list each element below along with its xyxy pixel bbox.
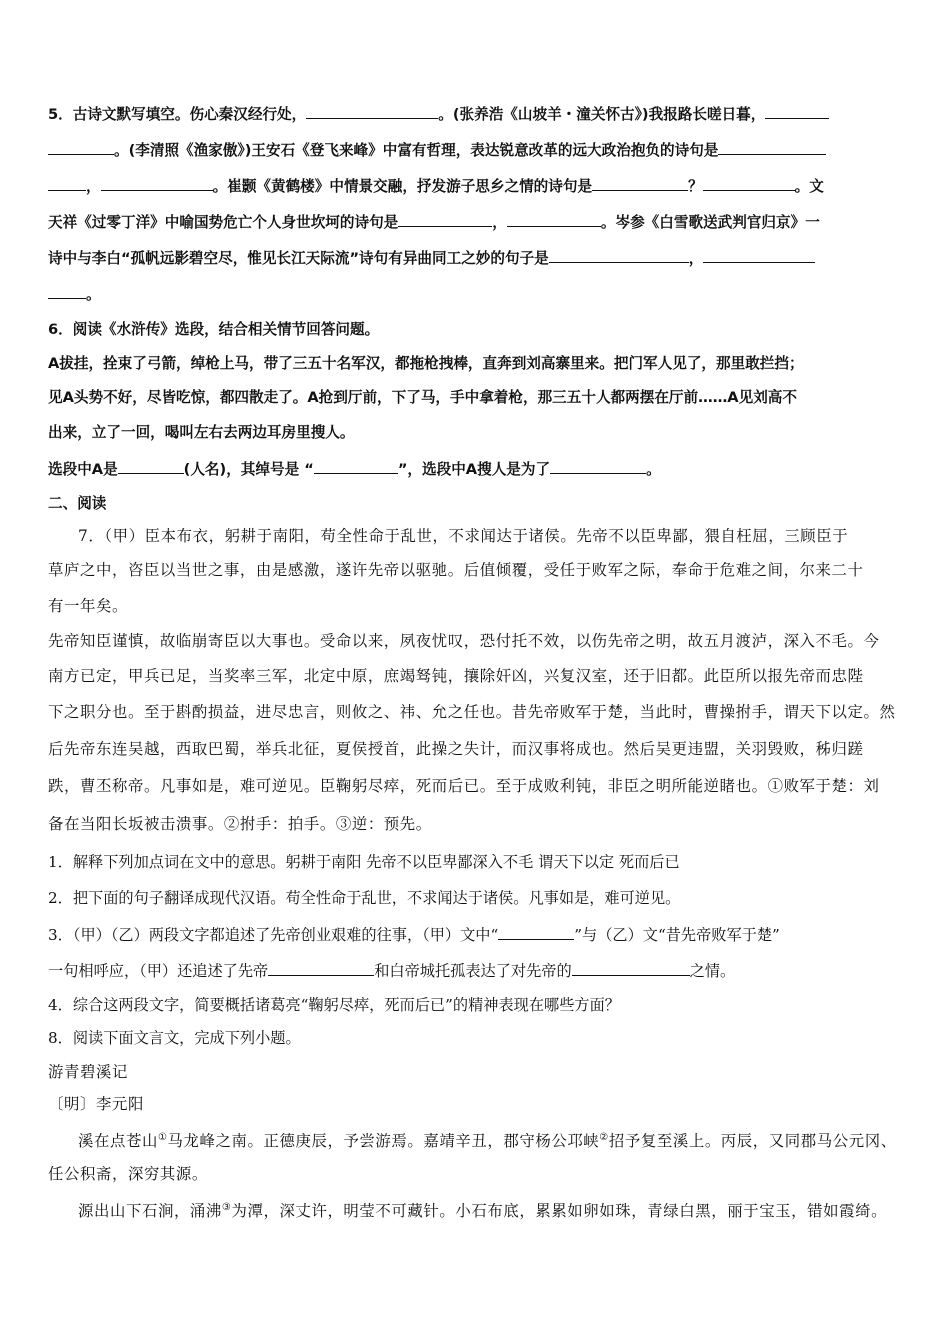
q6-excerpt-line: 见A头势不好，尽皆吃惊，都四散走了。A抢到厅前，下了马，手中拿着枪，那三五十人都两摆在厅前……A见刘高不 — [48, 389, 797, 406]
q6-excerpt-line: A拔挂，拴束了弓箭，绰枪上马，带了三五十名军汉，都拖枪拽棒，直奔到刘高寨里来。把门军人见了，那里敢拦挡； — [48, 355, 804, 372]
q6-text: 选段中A是 — [48, 461, 118, 478]
footnote-marker: ① — [157, 1132, 168, 1143]
q5-text: 。文 — [794, 178, 824, 195]
q7-text: 3．（甲）（乙）两段文字都追述了先帝创业艰难的往事，（甲）文中“ — [48, 926, 499, 944]
q5-text: ， — [688, 250, 704, 267]
answer-blank[interactable] — [118, 458, 184, 474]
q5-text: 。 — [86, 286, 101, 303]
q5-text: ， — [86, 178, 101, 195]
footnote-marker: ③ — [221, 1202, 232, 1213]
answer-blank[interactable] — [48, 175, 86, 191]
q7-text-line: 下之职分也。至于斟酌损益，进尽忠言，则攸之、祎、允之任也。昔先帝败军于楚，当此时，曹操拊手，谓天下以定。然 — [48, 703, 896, 721]
section-heading: 二、阅读 — [48, 495, 107, 512]
q6-title: 6．阅读《水浒传》选段，结合相关情节回答问题。 — [48, 321, 380, 338]
q7-text-line: 先帝知臣谨慎，故临崩寄臣以大事也。受命以来，夙夜忧叹，恐付托不效，以伤先帝之明，故五月渡泸，深入不毛。今 — [48, 632, 880, 650]
q5-text: ？ — [688, 178, 703, 195]
q5-text: 。(张养浩《山坡羊・潼关怀古》)我报路长嗟日暮， — [438, 106, 766, 123]
answer-blank[interactable] — [398, 211, 492, 227]
q5-text: 。崔颢《黄鹤楼》中情景交融，抒发游子思乡之情的诗句是 — [212, 178, 593, 195]
q7-text: 之情。 — [689, 962, 736, 980]
q8-text: 源出山下石涧，涌沸 — [78, 1202, 222, 1221]
q6-text: ”，选段中A搜人是为了 — [397, 461, 551, 478]
answer-blank[interactable] — [306, 103, 438, 119]
answer-blank[interactable] — [268, 960, 374, 976]
q5-line-4 — [48, 211, 820, 233]
q7-text: ”与（乙）文“昔先帝败军于楚” — [574, 926, 780, 944]
q5-text: 5．古诗文默写填空。伤心秦汉经行处， — [48, 106, 307, 123]
answer-blank[interactable] — [48, 283, 86, 299]
q8-paragraph-line: 任公积斋，深穷其源。 — [48, 1165, 208, 1183]
answer-blank[interactable] — [498, 924, 574, 940]
q8-text: 为潭，深丈许，明莹不可藏针。小石布底，累累如卵如珠，青绿白黑，丽于宝玉，错如霞绮。 — [231, 1202, 888, 1221]
q7-text: 和白帝城托孤表达了对先帝的 — [374, 962, 572, 980]
answer-blank[interactable] — [507, 211, 601, 227]
q5-line-2 — [48, 139, 826, 161]
answer-blank[interactable] — [703, 247, 815, 263]
q7-subquestion-3 — [48, 924, 780, 945]
answer-blank[interactable] — [765, 103, 829, 119]
q7-text-line: 跌，曹丕称帝。凡事如是，难可逆见。臣鞠躬尽瘁，死而后已。至于成败利钝，非臣之明所能逆睹也。①败军于楚：刘 — [48, 777, 880, 795]
q5-text: ， — [492, 214, 507, 231]
q8-text: 马龙峰之南。正德庚辰，予尝游焉。嘉靖辛丑，郡守杨公邛峡 — [167, 1132, 600, 1151]
q8-text: 招予复至溪上。丙辰，又同郡马公元冈、 — [608, 1132, 897, 1151]
footnote-marker: ② — [599, 1132, 609, 1143]
q7-text-line: 有一年矣。 — [48, 597, 128, 615]
q5-line-3 — [48, 175, 824, 197]
q7-subquestion-3-cont — [48, 960, 735, 981]
q7-text: 一句相呼应，（甲）还追述了先帝 — [48, 962, 269, 980]
q6-text: (人名)，其绰号是 “ — [183, 461, 314, 478]
q5-text: 。岑参《白雪歌送武判官归京》一 — [600, 214, 820, 231]
answer-blank[interactable] — [572, 960, 690, 976]
q6-text: 。 — [646, 461, 661, 478]
q6-excerpt-line: 出来，立了一回，喝叫左右去两边耳房里搜人。 — [48, 424, 355, 441]
q8-author: 〔明〕李元阳 — [48, 1095, 144, 1113]
q7-text-line: 后先帝东连吴越，西取巴蜀，举兵北征，夏侯授首，此操之失计，而汉事将成也。然后吴更违盟，关羽毁败，秭归蹉 — [48, 740, 864, 758]
q5-line-5 — [48, 247, 815, 269]
q8-text: 溪在点苍山 — [78, 1132, 158, 1151]
q7-subquestion-4: 4．综合这两段文字，简要概括诸葛亮“鞠躬尽瘁，死而后已”的精神表现在哪些方面？ — [48, 996, 620, 1014]
answer-blank[interactable] — [718, 139, 826, 155]
q7-text-line: 7．（甲）臣本布衣，躬耕于南阳，苟全性命于乱世，不求闻达于诸侯。先帝不以臣卑鄙，猥自枉屈，三顾臣于 — [78, 527, 849, 545]
q6-question — [48, 458, 661, 480]
answer-blank[interactable] — [48, 139, 114, 155]
q8-paragraph-line — [78, 1128, 897, 1151]
q5-line-1 — [48, 103, 829, 125]
answer-blank[interactable] — [703, 175, 795, 191]
q7-text-line: 南方已定，甲兵已足，当奖率三军，北定中原，庶竭驽钝，攘除奸凶，兴复汉室，还于旧都。此臣所以报先帝而忠陛 — [48, 667, 864, 685]
q8-essay-heading: 游青碧溪记 — [48, 1063, 128, 1081]
q5-text: 。(李清照《渔家傲》)王安石《登飞来峰》中富有哲理，表达锐意改革的远大政治抱负的诗句是 — [114, 142, 719, 159]
q7-text-line: 备在当阳长坂被击溃事。②拊手：拍手。③逆：预先。 — [48, 815, 432, 833]
q5-text: 诗中与李白“孤帆远影碧空尽，惟见长江天际流”诗句有异曲同工之妙的句子是 — [48, 250, 549, 267]
q7-subquestion-1: 1．解释下列加点词在文中的意思。躬耕于南阳 先帝不以臣卑鄙深入不毛 谓天下以定 死而后已 — [48, 853, 680, 871]
q8-paragraph-line — [78, 1198, 887, 1221]
q5-line-6 — [48, 283, 101, 305]
answer-blank[interactable] — [592, 175, 688, 191]
q7-subquestion-2: 2．把下面的句子翻译成现代汉语。苟全性命于乱世，不求闻达于诸侯。凡事如是，难可逆见。 — [48, 889, 681, 907]
answer-blank[interactable] — [314, 458, 398, 474]
q7-text-line: 草庐之中，咨臣以当世之事，由是感激，遂许先帝以驱驰。后值倾覆，受任于败军之际，奉命于危难之间，尔来二十 — [48, 561, 864, 579]
answer-blank[interactable] — [549, 247, 689, 263]
answer-blank[interactable] — [550, 458, 646, 474]
q8-title: 8．阅读下面文言文，完成下列小题。 — [48, 1029, 301, 1047]
answer-blank[interactable] — [101, 175, 213, 191]
q5-text: 天祥《过零丁洋》中喻国势危亡个人身世坎坷的诗句是 — [48, 214, 399, 231]
